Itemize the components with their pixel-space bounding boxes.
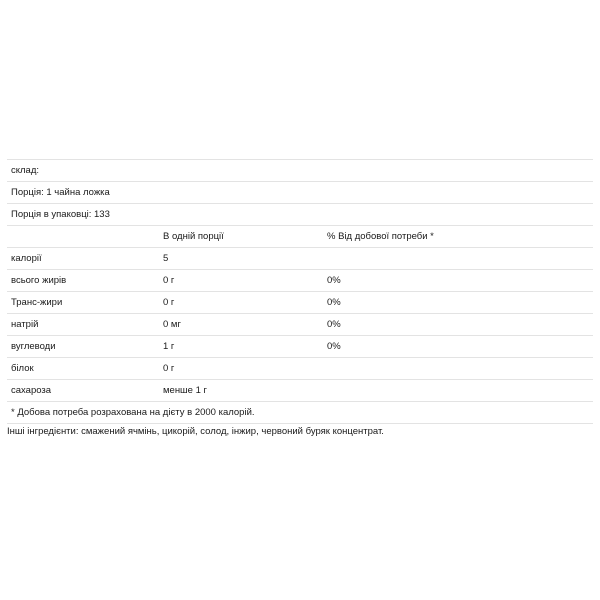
nutrient-row-protein [7, 357, 593, 379]
nutrient-row-total-fat [7, 269, 593, 291]
nutrient-name: калорії [11, 253, 42, 264]
nutrient-daily-value: 0% [327, 341, 341, 352]
nutrient-amount: 0 г [163, 297, 175, 308]
nutrient-row-carbohydrates [7, 335, 593, 357]
nutrient-daily-value: 0% [327, 319, 341, 330]
nutrient-row-sodium [7, 313, 593, 335]
nutrient-name: Транс-жири [11, 297, 63, 308]
servings-per-container-row [7, 203, 593, 225]
nutrient-name: сахароза [11, 385, 52, 396]
nutrient-amount: 0 мг [163, 319, 181, 330]
nutrient-row-calories [7, 247, 593, 269]
nutrient-amount: 0 г [163, 363, 175, 374]
composition-label: склад: [11, 165, 40, 176]
nutrient-name: вуглеводи [11, 341, 56, 352]
nutrient-row-trans-fat [7, 291, 593, 313]
nutrient-amount: 1 г [163, 341, 175, 352]
nutrient-daily-value: 0% [327, 275, 341, 286]
nutrient-amount: 5 [163, 253, 169, 264]
column-header-daily-value: % Від добової потреби * [327, 231, 434, 242]
nutrient-amount: менше 1 г [163, 385, 207, 396]
serving-size: Порція: 1 чайна ложка [11, 187, 110, 198]
nutrient-daily-value: 0% [327, 297, 341, 308]
nutrient-name: натрій [11, 319, 39, 330]
column-header-per-serving: В одній порції [163, 231, 224, 242]
nutrition-table [7, 159, 593, 424]
nutrient-amount: 0 г [163, 275, 175, 286]
column-header-row [7, 225, 593, 247]
daily-value-footnote: * Добова потреба розрахована на дієту в 2000 калорій. [11, 407, 255, 418]
serving-size-row [7, 181, 593, 203]
nutrient-name: всього жирів [11, 275, 67, 286]
composition-row [7, 159, 593, 181]
nutrient-name: білок [11, 363, 34, 374]
nutrient-row-sucrose [7, 379, 593, 401]
footnote-row [7, 401, 593, 424]
servings-per-container: Порція в упаковці: 133 [11, 209, 110, 220]
ingredients-text: Інші інгредієнти: смажений ячмінь, цикорій, солод, інжир, червоний буряк концентрат. [7, 426, 384, 437]
